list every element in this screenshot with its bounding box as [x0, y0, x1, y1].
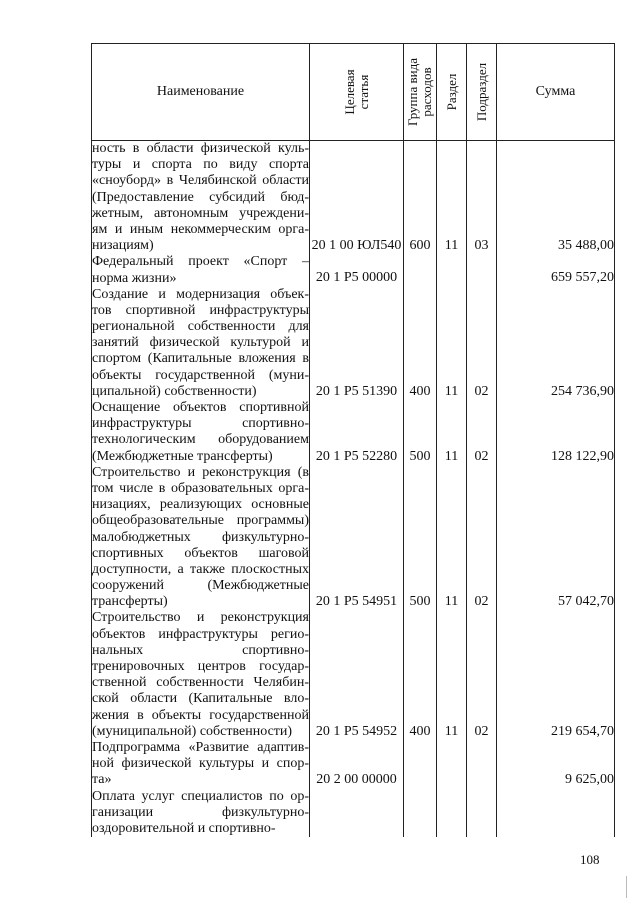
row-name-line: ципальной) собственности) — [92, 383, 257, 399]
row-name-line: инфраструктуры спортивно- — [92, 416, 309, 432]
row-expense-group: 500 — [404, 465, 437, 611]
row-subsection: 02 — [467, 465, 497, 611]
row-name-line: оздоровительной и спортивно- — [92, 820, 276, 836]
row-section: 11 — [437, 465, 467, 611]
row-name-line: сооружений (Межбюджетные — [92, 578, 309, 594]
row-name-line: тов спортивной инфраструктуры — [92, 302, 309, 318]
row-name-line: тренировочных центров государ- — [92, 659, 309, 674]
row-name-line: доступности, а также плоскостных — [92, 561, 309, 577]
row-target-article: 20 1 P5 54951 — [310, 465, 404, 611]
row-section: 11 — [437, 287, 467, 400]
row-name-line: Строительство и реконструкция (в — [92, 464, 309, 480]
row-name-line: туры и спорта по виду спорта — [92, 157, 309, 173]
row-name-line: жения в объекты государственной — [92, 707, 309, 723]
row-sum — [497, 789, 615, 838]
row-name-line: том числе в образовательных орга- — [92, 480, 309, 496]
header-expense-group — [404, 44, 437, 141]
row-expense-group: 400 — [404, 287, 437, 400]
header-name: Наименование — [92, 44, 310, 141]
row-name-line: занятий физической культурой и — [92, 335, 309, 351]
row-expense-group — [404, 254, 437, 286]
row-name-line: Оплата услуг специалистов по ор- — [92, 788, 309, 804]
row-target-article: 20 1 P5 51390 — [310, 287, 404, 400]
row-section — [437, 789, 467, 838]
header-target-article — [310, 44, 404, 141]
row-section — [437, 254, 467, 286]
row-subsection: 02 — [467, 610, 497, 740]
row-sum: 35 488,00 — [497, 141, 615, 255]
row-name-line: ской области (Капитальные вло- — [92, 691, 309, 707]
table-row — [92, 465, 615, 611]
row-subsection: 02 — [467, 287, 497, 400]
header-target-article-l1: Целевая — [341, 69, 357, 115]
table-row — [92, 254, 615, 286]
row-name-line: ственной собственности Челябин- — [92, 675, 309, 691]
row-section: 11 — [437, 610, 467, 740]
row-name-line: жетным, автономным учреждени- — [92, 205, 309, 221]
row-name-line: ям и иным некоммерческим орга- — [92, 221, 309, 237]
row-section: 11 — [437, 141, 467, 255]
row-expense-group: 400 — [404, 610, 437, 740]
table-body — [92, 141, 615, 838]
row-name-line: технологическим оборудованием — [92, 432, 309, 448]
row-name — [92, 740, 310, 789]
row-name-line: малобюджетных физкультурно- — [92, 529, 309, 545]
row-name-line: «сноуборд» в Челябинской области — [92, 173, 309, 189]
row-name-line: Строительство и реконструкция — [92, 610, 309, 626]
row-name-line: трансферты) — [92, 594, 168, 610]
row-name-line: (муниципальной) собственности) — [92, 723, 293, 739]
row-name-line: ной физической культуры и спор- — [92, 756, 309, 772]
row-name-line: (Предоставление субсидий бюд- — [92, 189, 309, 205]
row-target-article: 20 1 P5 52280 — [310, 400, 404, 465]
row-target-article: 20 1 00 ЮЛ540 — [310, 141, 404, 255]
row-name-line: норма жизни» — [92, 270, 177, 286]
row-sum: 57 042,70 — [497, 465, 615, 611]
row-expense-group — [404, 740, 437, 789]
row-name — [92, 287, 310, 400]
row-sum: 659 557,20 — [497, 254, 615, 286]
table-row — [92, 400, 615, 465]
row-name-line: (Межбюджетные трансферты) — [92, 448, 273, 464]
header-section: Раздел — [437, 44, 467, 141]
page-edge-mark — [626, 876, 627, 898]
row-name-line: та» — [92, 772, 112, 788]
row-subsection — [467, 254, 497, 286]
row-subsection: 02 — [467, 400, 497, 465]
row-name-line: Создание и модернизация объек- — [92, 286, 309, 302]
header-expense-group-l1: Группа вида — [405, 58, 420, 126]
row-name — [92, 610, 310, 740]
row-sum: 9 625,00 — [497, 740, 615, 789]
table-row — [92, 740, 615, 789]
table-header — [92, 44, 615, 141]
table-row — [92, 789, 615, 838]
row-name-line: низациям) — [92, 238, 154, 254]
header-sum: Сумма — [497, 44, 615, 141]
row-name-line: объекты государственной (муни- — [92, 367, 309, 383]
table-row — [92, 610, 615, 740]
budget-table — [91, 43, 615, 837]
row-target-article — [310, 789, 404, 838]
page-number: 108 — [580, 852, 600, 867]
row-name-line: спортивных объектов шаговой — [92, 545, 309, 561]
row-name-line: Оснащение объектов спортивной — [92, 400, 309, 415]
row-section — [437, 740, 467, 789]
row-name — [92, 465, 310, 611]
row-section: 11 — [437, 400, 467, 465]
row-expense-group — [404, 789, 437, 838]
row-target-article: 20 1 P5 54952 — [310, 610, 404, 740]
header-subsection: Подраздел — [467, 44, 497, 141]
row-name-line: ность в области физической куль- — [92, 141, 309, 156]
row-subsection: 03 — [467, 141, 497, 255]
row-name-line: спортом (Капитальные вложения в — [92, 351, 309, 367]
row-expense-group: 600 — [404, 141, 437, 255]
row-sum: 219 654,70 — [497, 610, 615, 740]
row-sum: 254 736,90 — [497, 287, 615, 400]
row-name — [92, 141, 310, 255]
row-sum: 128 122,90 — [497, 400, 615, 465]
row-name-line: Подпрограмма «Развитие адаптив- — [92, 739, 309, 755]
row-subsection — [467, 740, 497, 789]
header-target-article-l2: статья — [355, 74, 371, 110]
table-row — [92, 287, 615, 400]
row-target-article: 20 2 00 00000 — [310, 740, 404, 789]
row-name-line: региональной собственности для — [92, 319, 309, 335]
row-target-article: 20 1 P5 00000 — [310, 254, 404, 286]
table-row — [92, 141, 615, 255]
row-subsection — [467, 789, 497, 838]
row-name-line: объектов инфраструктуры регио- — [92, 626, 309, 642]
row-name-line: низациях, реализующих основные — [92, 497, 309, 513]
row-name-line: Федеральный проект «Спорт – — [92, 254, 309, 270]
row-expense-group: 500 — [404, 400, 437, 465]
row-name-line: нальных спортивно- — [92, 642, 309, 658]
row-name — [92, 400, 310, 465]
row-name — [92, 254, 310, 286]
header-expense-group-l2: расходов — [419, 67, 434, 117]
row-name-line: общеобразовательные программы) — [92, 513, 309, 529]
row-name — [92, 789, 310, 838]
row-name-line: ганизации физкультурно- — [92, 804, 309, 820]
